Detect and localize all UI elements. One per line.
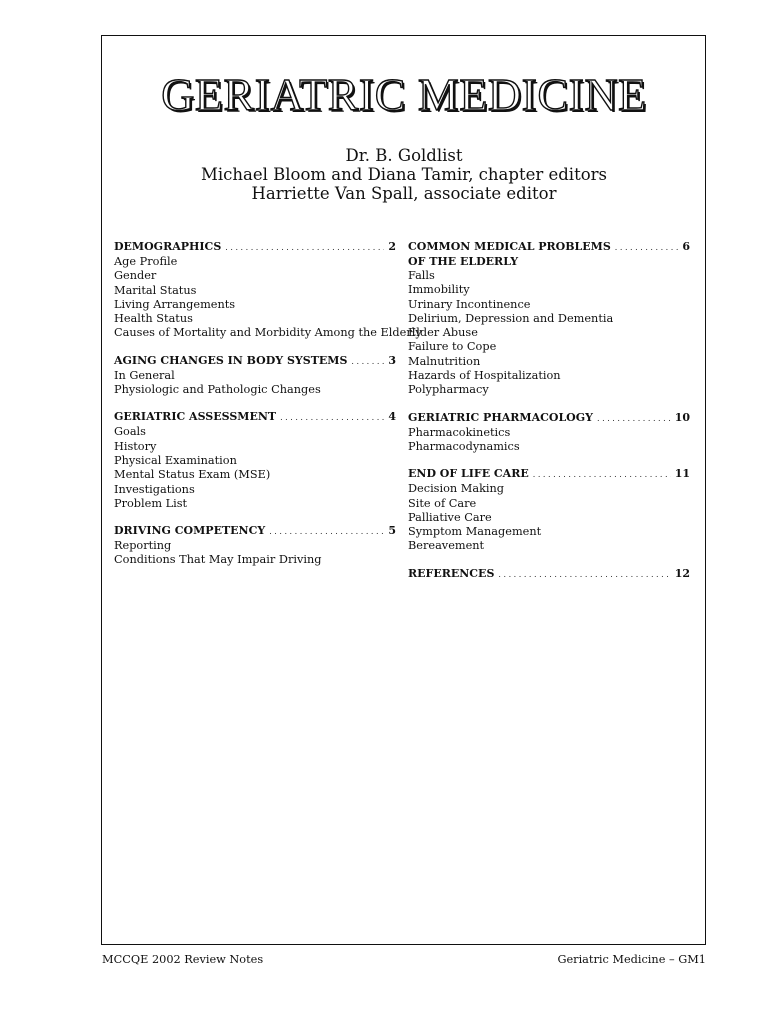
leader-dots bbox=[615, 240, 679, 255]
toc-page-number: 10 bbox=[674, 410, 690, 424]
toc-item[interactable]: Pharmacokinetics bbox=[408, 425, 511, 439]
toc-item[interactable]: Delirium, Depression and Dementia bbox=[408, 311, 614, 325]
toc-heading[interactable] bbox=[408, 240, 690, 255]
toc-heading-text: END OF LIFE CARE bbox=[408, 467, 529, 481]
toc-item[interactable]: Bereavement bbox=[408, 539, 485, 553]
toc-page-number: 6 bbox=[682, 240, 690, 253]
toc-section-end-of-life-care bbox=[408, 467, 690, 553]
toc-heading[interactable] bbox=[408, 567, 690, 582]
leader-dots bbox=[351, 354, 384, 369]
leader-dots bbox=[225, 240, 384, 255]
toc-item[interactable]: In General bbox=[114, 368, 175, 382]
toc-item[interactable]: Polypharmacy bbox=[408, 383, 489, 397]
toc-item[interactable]: Gender bbox=[114, 269, 157, 283]
toc-item[interactable]: Elder Abuse bbox=[408, 326, 478, 340]
credits-block bbox=[0, 146, 768, 203]
footer-left-text: MCCQE 2002 Review Notes bbox=[102, 953, 264, 966]
toc-item[interactable]: Reporting bbox=[114, 539, 172, 553]
toc-item[interactable]: Goals bbox=[114, 425, 146, 439]
toc-item[interactable]: Urinary Incontinence bbox=[408, 297, 531, 311]
toc-heading[interactable] bbox=[114, 524, 396, 539]
toc-item[interactable]: Causes of Mortality and Morbidity Among the Elderly bbox=[114, 326, 422, 340]
toc-item[interactable]: Problem List bbox=[114, 496, 188, 510]
toc-section-aging-changes bbox=[114, 354, 396, 398]
toc-heading[interactable] bbox=[114, 354, 396, 369]
associate-editor-line: Harriette Van Spall, associate editor bbox=[251, 184, 557, 203]
toc-item[interactable]: Failure to Cope bbox=[408, 340, 497, 354]
toc-item[interactable]: Mental Status Exam (MSE) bbox=[114, 468, 271, 482]
toc-heading-text: AGING CHANGES IN BODY SYSTEMS bbox=[114, 353, 348, 367]
leader-dots bbox=[269, 524, 384, 539]
toc-page-number: 5 bbox=[388, 524, 396, 538]
toc-item[interactable]: Conditions That May Impair Driving bbox=[114, 553, 322, 567]
toc-item[interactable]: Physical Examination bbox=[114, 453, 237, 467]
toc-heading[interactable] bbox=[114, 410, 396, 425]
toc-page-number: 3 bbox=[388, 353, 396, 367]
footer-page-label: Geriatric Medicine – GM1 bbox=[557, 953, 706, 966]
toc-item[interactable]: Hazards of Hospitalization bbox=[408, 369, 561, 383]
toc-item[interactable]: Health Status bbox=[114, 312, 193, 326]
toc-section-geriatric-assessment bbox=[114, 410, 396, 511]
toc-item[interactable]: Falls bbox=[408, 269, 435, 282]
toc-subheading: OF THE ELDERLY bbox=[408, 255, 519, 268]
toc-page-number: 11 bbox=[674, 467, 690, 481]
leader-dots bbox=[280, 410, 384, 425]
toc-heading-text: COMMON MEDICAL PROBLEMS bbox=[408, 240, 611, 253]
toc-heading-text: GERIATRIC PHARMACOLOGY bbox=[408, 410, 594, 424]
toc-heading[interactable] bbox=[408, 467, 690, 482]
chapter-editors-line: Michael Bloom and Diana Tamir, chapter editors bbox=[200, 165, 607, 184]
leader-dots bbox=[597, 411, 671, 426]
toc-section-references bbox=[408, 567, 690, 582]
toc-item[interactable]: Marital Status bbox=[114, 283, 197, 297]
toc-item[interactable]: Investigations bbox=[114, 482, 195, 496]
toc-item[interactable]: Palliative Care bbox=[408, 510, 492, 524]
author-line: Dr. B. Goldlist bbox=[345, 146, 463, 165]
toc-item[interactable]: Site of Care bbox=[408, 496, 477, 510]
toc-heading-text: GERIATRIC ASSESSMENT bbox=[114, 410, 277, 424]
toc-item[interactable]: Malnutrition bbox=[408, 354, 481, 368]
toc-heading[interactable] bbox=[114, 240, 396, 255]
toc-heading[interactable] bbox=[408, 411, 690, 426]
toc-heading-text: DEMOGRAPHICS bbox=[114, 240, 222, 253]
toc-item[interactable]: Age Profile bbox=[114, 255, 178, 268]
toc-section-common-medical-problems bbox=[408, 240, 690, 398]
leader-dots bbox=[533, 467, 671, 482]
document-title: GERIATRIC MEDICINE bbox=[161, 69, 647, 120]
toc-right-column bbox=[408, 240, 690, 595]
toc-item[interactable]: Symptom Management bbox=[408, 525, 542, 539]
toc-section-geriatric-pharmacology bbox=[408, 411, 690, 455]
toc-item[interactable]: History bbox=[114, 439, 157, 453]
toc-item[interactable]: Physiologic and Pathologic Changes bbox=[114, 383, 321, 397]
toc-page-number: 4 bbox=[388, 410, 396, 424]
leader-dots bbox=[498, 567, 670, 582]
toc-item[interactable]: Immobility bbox=[408, 283, 470, 297]
toc-heading-text: DRIVING COMPETENCY bbox=[114, 524, 266, 538]
toc-item[interactable]: Decision Making bbox=[408, 482, 505, 496]
toc-item[interactable]: Living Arrangements bbox=[114, 297, 236, 311]
toc-heading-text: REFERENCES bbox=[408, 566, 495, 580]
toc-item[interactable]: Pharmacodynamics bbox=[408, 439, 520, 453]
toc-page-number: 12 bbox=[674, 566, 690, 580]
toc-page-number: 2 bbox=[388, 240, 396, 253]
toc-section-driving-competency bbox=[114, 524, 396, 568]
